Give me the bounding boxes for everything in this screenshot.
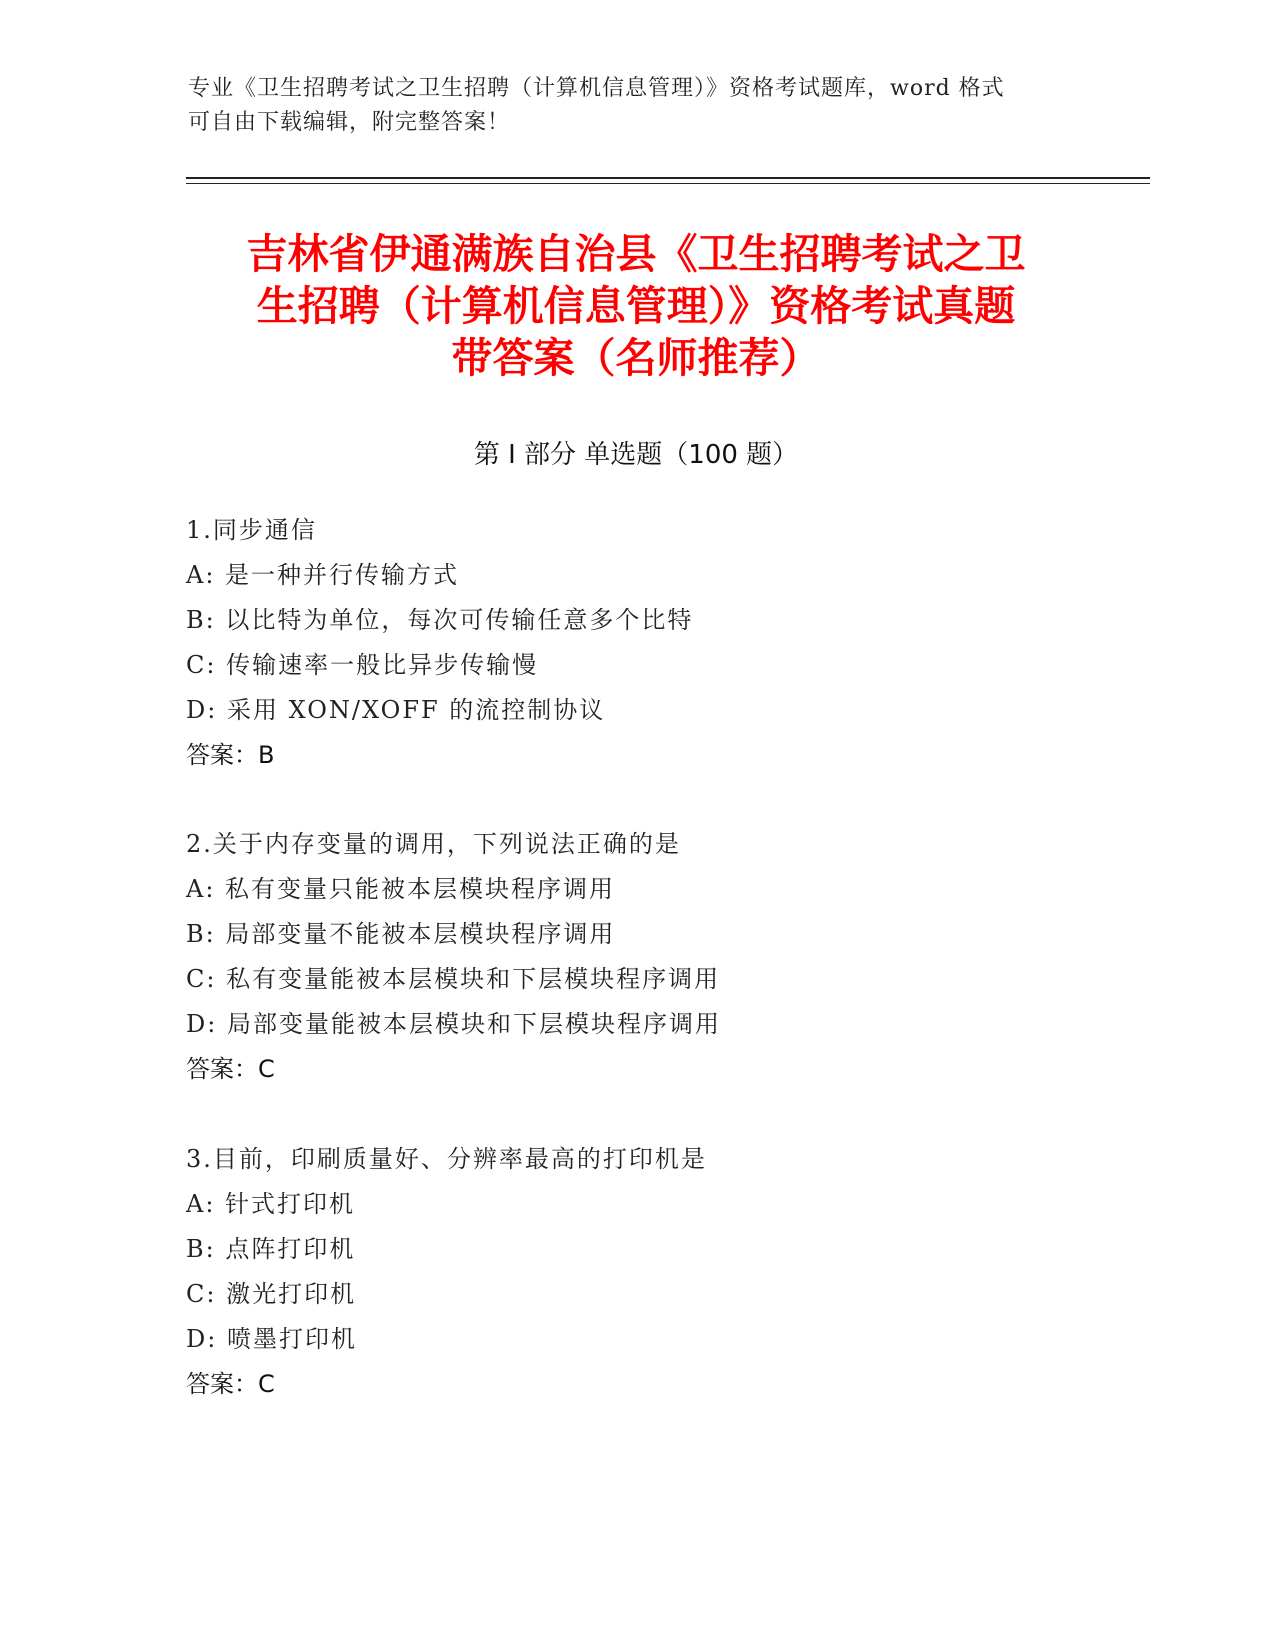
option-d: D: 喷墨打印机: [186, 1325, 357, 1353]
question-1: [186, 508, 1086, 778]
document-title: [186, 228, 1086, 384]
question-stem: 3.目前，印刷质量好、分辨率最高的打印机是: [186, 1145, 707, 1173]
question-stem: 1.同步通信: [186, 516, 317, 544]
question-stem: 2.关于内存变量的调用，下列说法正确的是: [186, 830, 681, 858]
header-divider-thin: [186, 183, 1150, 184]
header-note-line-1: 专业《卫生招聘考试之卫生招聘（计算机信息管理）》资格考试题库，word 格式: [188, 76, 1005, 101]
option-a: A: 针式打印机: [186, 1190, 356, 1218]
option-c: C: 传输速率一般比异步传输慢: [186, 651, 539, 679]
option-c: C: 私有变量能被本层模块和下层模块程序调用: [186, 965, 721, 993]
option-c: C: 激光打印机: [186, 1280, 357, 1308]
document-title-line-3: 带答案（名师推荐）: [451, 334, 821, 382]
answer: 答案：B: [186, 741, 275, 769]
option-a: A: 私有变量只能被本层模块程序调用: [186, 875, 616, 903]
question-3: [186, 1137, 1086, 1407]
header-note: [188, 72, 1088, 140]
option-b: B: 局部变量不能被本层模块程序调用: [186, 920, 616, 948]
option-b: B: 点阵打印机: [186, 1235, 356, 1263]
section-title: 第 I 部分 单选题（100 题）: [473, 440, 799, 470]
header-note-line-2: 可自由下载编辑，附完整答案！: [188, 110, 511, 135]
document-title-line-2: 生招聘（计算机信息管理）》资格考试真题: [256, 282, 1016, 330]
option-d: D: 采用 XON/XOFF 的流控制协议: [186, 696, 606, 724]
option-b: B: 以比特为单位，每次可传输任意多个比特: [186, 606, 694, 634]
answer: 答案：C: [186, 1370, 275, 1398]
option-d: D: 局部变量能被本层模块和下层模块程序调用: [186, 1010, 721, 1038]
option-a: A: 是一种并行传输方式: [186, 561, 460, 589]
question-2: [186, 822, 1086, 1092]
document-title-line-1: 吉林省伊通满族自治县《卫生招聘考试之卫: [246, 230, 1026, 278]
answer: 答案：C: [186, 1055, 275, 1083]
header-divider-thick: [186, 177, 1150, 179]
